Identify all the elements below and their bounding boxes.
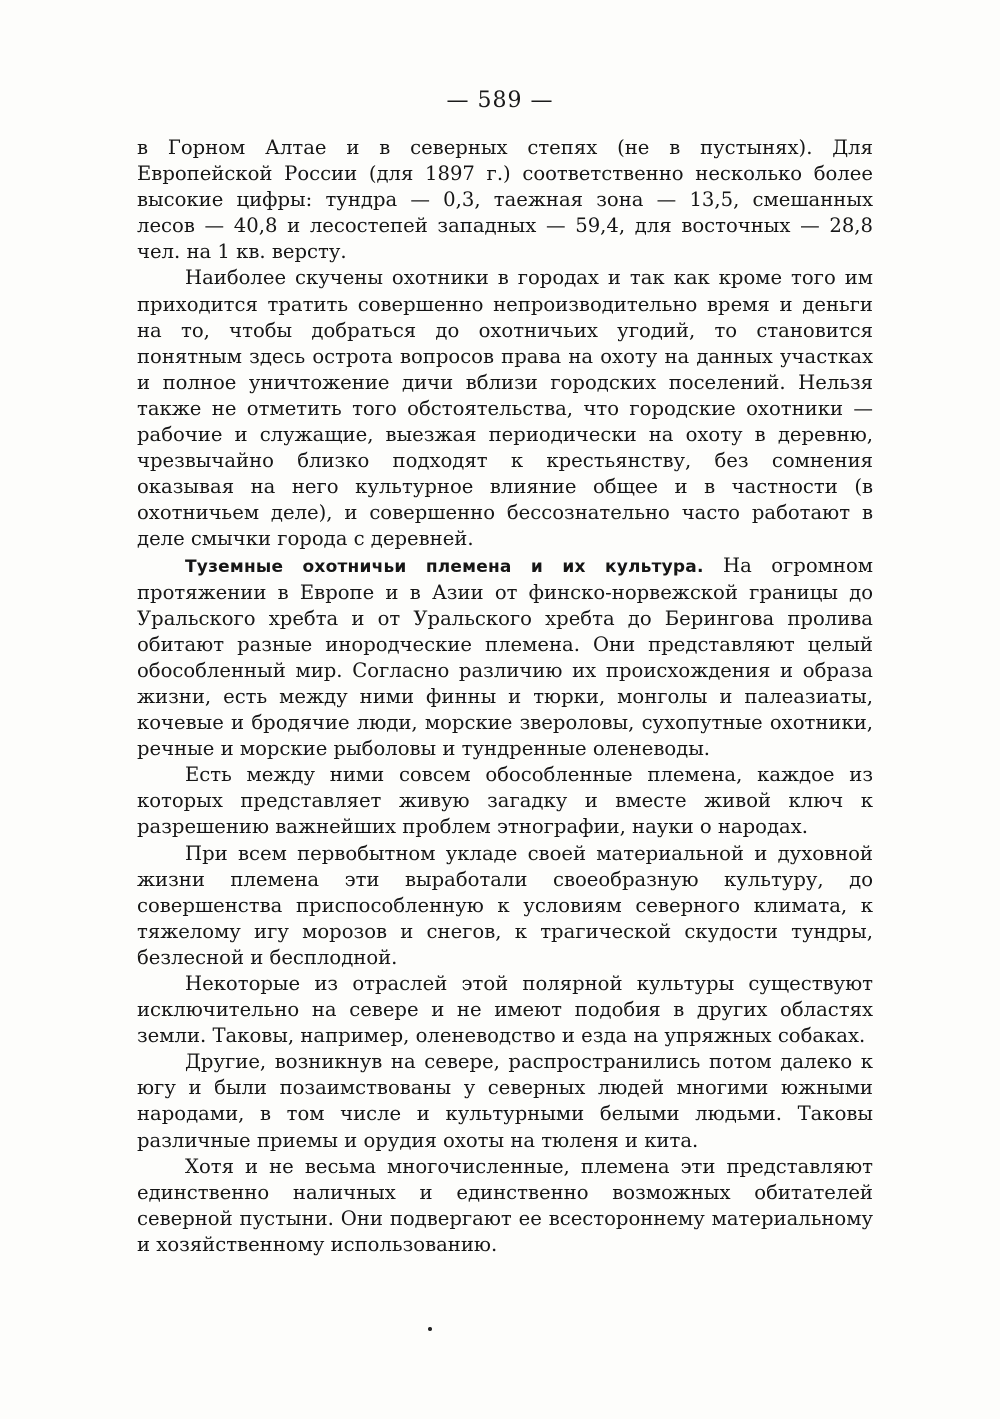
paragraph-4: Есть между ними совсем обособленные племена, каждое из которых представляет живую загадку и вместе живой ключ к разрешению важнейших проблем этнографии, науки о народах. (137, 763, 873, 839)
print-speck (428, 1327, 432, 1331)
paragraph-7: Другие, возникнув на севере, распространились потом далеко к югу и были позаимствованы у северных людей многими южными народами, в том числе и культурными белыми людьми. Таковы различные приемы и орудия охоты на тюленя и кита. (137, 1050, 873, 1152)
body-text (137, 135, 873, 1258)
paragraph-6: Некоторые из отраслей этой полярной культуры существуют исключительно на севере и не имеют подобия в других областях земли. Таковы, например, оленеводство и езда на упряжных собаках. (137, 972, 873, 1048)
paragraph-3-text: На огромном протяжении в Европе и в Азии от финско-норвежской границы до Уральского хребта и от Уральского хребта до Берингова пролива обитают разные инородческие племена. Они представляют целый обособленный мир. Согласно различию их происхождения и образа жизни, есть между ними финны и тюрки, монголы и палеазиаты, кочевые и бродячие люди, морские звероловы, сухопутные охотники, речные и морские рыболовы и тундренные оленеводы. (137, 553, 873, 761)
paragraph-2: Наиболее скучены охотники в городах и так как кроме того им приходится тратить совершенно непроизводительно время и деньги на то, чтобы добраться до охотничьих угодий, то становится понятным здесь острота вопросов права на охоту на данных участках и полное уничтожение дичи вблизи городских поселений. Нельзя также не отметить того обстоятельства, что городские охотники — рабочие и служащие, выезжая периодически на охоту в деревню, чрезвычайно близко подходят к крестьянству, без сомнения оказывая на него культурное влияние общее и в частности (в охотничьем деле), и совершенно бессознательно часто работают в деле смычки города с деревней. (137, 266, 873, 551)
paragraph-3 (137, 553, 873, 763)
paragraph-8: Хотя и не весьма многочисленные, племена эти представляют единственно наличных и единственно возможных обитателей северной пустыни. Они подвергают ее всестороннему материальному и хозяйственному использованию. (137, 1154, 873, 1256)
paragraph-1: в Горном Алтае и в северных степях (не в пустынях). Для Европейской России (для 1897 г.) соответственно несколько более высокие цифры: тундра — 0,3, таежная зона — 13,5, смешанных лесов — 40,8 и лесостепей западных — 59,4, для восточных — 28,8 чел. на 1 кв. версту. (137, 136, 873, 264)
paragraph-5: При всем первобытном укладе своей материальной и духовной жизни племена эти выработали своеобразную культуру, до совершенства приспособленную к условиям северного климата, к тяжелому игу морозов и снегов, к трагической скудости тундры, безлесной и бесплодной. (137, 841, 873, 969)
page-number: — 589 — (446, 88, 554, 113)
section-heading: Туземные охотничьи племена и их культура. (185, 556, 704, 577)
